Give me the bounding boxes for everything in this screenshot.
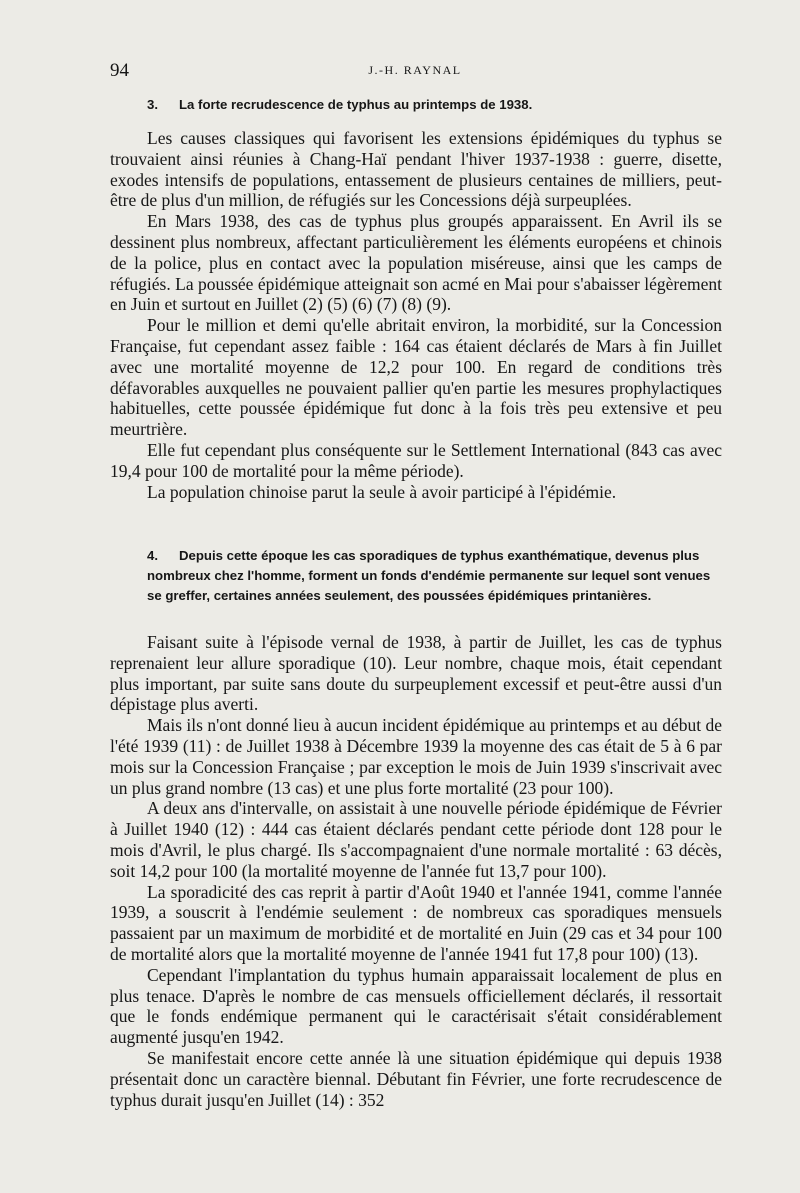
- paragraph: Elle fut cependant plus conséquente sur le Settlement International (843 cas avec 19,4 pour 100 de mortalité pour la même période).: [110, 439, 722, 481]
- paragraph: En Mars 1938, des cas de typhus plus groupés apparaissent. En Avril ils se dessinent plus nombreux, affectant particulièrement les éléments européens et chinois de la police, plus en contact avec la population miséreuse, ainsi que les camps de réfugiés. La poussée épidémique atteignait son acmé en Mai pour s'abaisser légèrement en Juin et surtout en Juillet (2) (5) (6) (7) (8) (9).: [110, 211, 722, 315]
- paragraph: A deux ans d'intervalle, on assistait à une nouvelle période épidémique de Février à Juillet 1940 (12) : 444 cas étaient déclarés pendant cette période dont 128 pour le mois d'Avril, le plus chargé. Ils s'accompagnaient d'une normale mortalité : 63 décès, soit 14,2 pour 100 (la mortalité moyenne de l'année fut 13,7 pour 100).: [110, 798, 722, 881]
- section-4-title: Depuis cette époque les cas sporadiques de typhus exanthématique, devenus plus nombreux chez l'homme, forment un fonds d'endémie permanente sur lequel sont venues se greffer, certaines années seulement, des poussées épidémiques printanières.: [147, 548, 711, 603]
- page-number: 94: [110, 60, 129, 81]
- section-3-body: [110, 128, 722, 502]
- section-3-title: La forte recrudescence de typhus au printemps de 1938.: [179, 97, 533, 112]
- section-4-heading: [147, 546, 725, 606]
- paragraph: Cependant l'implantation du typhus humain apparaissait localement de plus en plus tenace. D'après le nombre de cas mensuels officiellement déclarés, il ressortait que le fonds endémique permanent qui le caractérisait s'était considérablement augmenté jusqu'en 1942.: [110, 964, 722, 1048]
- running-head: J.-H. RAYNAL: [368, 63, 462, 77]
- section-3-number: 3.: [147, 97, 158, 112]
- paragraph: Pour le million et demi qu'elle abritait environ, la morbidité, sur la Concession Française, fut cependant assez faible : 164 cas étaient déclarés de Mars à fin Juillet avec une mortalité moyenne de 12,2 pour 100. En regard de conditions très défavorables auxquelles ne pouvaient pallier qu'en partie les mesures prophylactiques habituelles, cette poussée épidémique fut donc à la fois très peu extensive et peu meurtrière.: [110, 315, 722, 440]
- section-4-number: 4.: [147, 548, 158, 563]
- paragraph: Mais ils n'ont donné lieu à aucun incident épidémique au printemps et au début de l'été 1939 (11) : de Juillet 1938 à Décembre 1939 la moyenne des cas était de 5 à 6 par mois sur la Concession Française ; par exception le mois de Juin 1939 s'inscrivait avec un plus grand nombre (13 cas) et une plus forte mortalité (23 pour 100).: [110, 715, 722, 798]
- paragraph: Se manifestait encore cette année là une situation épidémique qui depuis 1938 présentait donc un caractère biennal. Débutant fin Février, une forte recrudescence de typhus durait jusqu'en Juillet (14) : 352: [110, 1047, 722, 1110]
- paragraph: La population chinoise parut la seule à avoir participé à l'épidémie.: [147, 481, 617, 502]
- paragraph: Faisant suite à l'épisode vernal de 1938, à partir de Juillet, les cas de typhus reprenaient leur allure sporadique (10). Leur nombre, chaque mois, était cependant plus important, par suite sans doute du surpeuplement excessif et peut-être aussi d'un dépistage plus averti.: [110, 632, 722, 715]
- paragraph: Les causes classiques qui favorisent les extensions épidémiques du typhus se trouvaient ainsi réunies à Chang-Haï pendant l'hiver 1937-1938 : guerre, disette, exodes intensifs de populations, entassement de plusieurs centaines de milliers, peut-être de plus d'un million, de réfugiés sur les Concessions déjà surpeuplées.: [110, 128, 722, 211]
- page-header: [110, 60, 720, 84]
- section-4-body: [110, 632, 722, 1110]
- section-3-heading: [147, 95, 707, 115]
- paragraph: La sporadicité des cas reprit à partir d'Août 1940 et l'année 1941, comme l'année 1939, a souscrit à l'endémie seulement : de nombreux cas sporadiques mensuels passaient par un maximum de morbidité et de mortalité en Juin (29 cas et 34 pour 100 de mortalité alors que la mortalité moyenne de l'année 1941 fut 17,8 pour 100) (13).: [110, 881, 722, 964]
